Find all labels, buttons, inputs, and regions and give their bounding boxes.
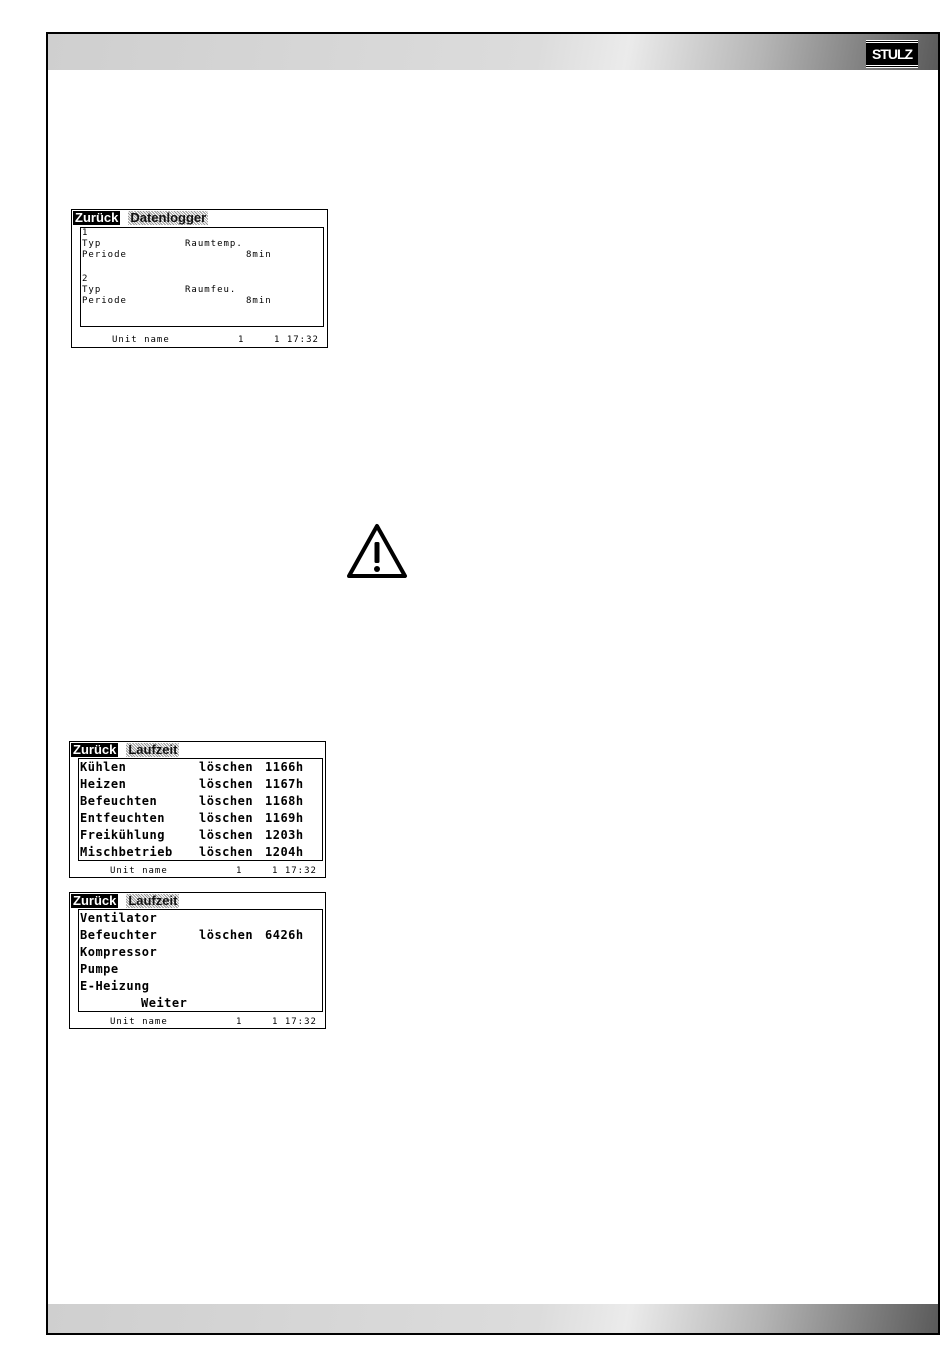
entry-periode-value: 8min <box>246 250 272 260</box>
status-time: 1 17:32 <box>274 335 319 345</box>
tab-zurueck[interactable]: Zurück <box>75 210 119 225</box>
tab-laufzeit[interactable]: Laufzeit <box>128 742 178 757</box>
runtime-label: Kühlen <box>80 760 127 774</box>
reset-button[interactable]: löschen <box>199 794 254 808</box>
runtime-label: E-Heizung <box>80 979 150 993</box>
entry-typ-value: Raumtemp. <box>185 239 243 249</box>
lcd-content-box <box>78 758 323 861</box>
entry-typ-value: Raumfeu. <box>185 285 237 295</box>
status-unit-number: 1 <box>236 1017 243 1027</box>
runtime-label: Pumpe <box>80 962 119 976</box>
reset-button[interactable]: löschen <box>199 845 254 859</box>
lcd-tab-bar <box>71 894 179 908</box>
lcd-screen-datenlogger <box>71 209 328 348</box>
runtime-label: Entfeuchten <box>80 811 165 825</box>
tab-zurueck[interactable]: Zurück <box>73 742 117 757</box>
runtime-label: Ventilator <box>80 911 158 925</box>
status-unit-name: Unit name <box>110 1017 168 1027</box>
tab-laufzeit[interactable]: Laufzeit <box>128 893 178 908</box>
runtime-label: Kompressor <box>80 945 158 959</box>
runtime-label: Freikühlung <box>80 828 165 842</box>
lcd-content-box <box>78 909 323 1012</box>
runtime-hours: 6426h <box>265 928 304 942</box>
runtime-hours: 1203h <box>265 828 304 842</box>
lcd-tab-bar <box>71 743 179 757</box>
reset-button[interactable]: löschen <box>199 811 254 825</box>
runtime-label: Befeuchter <box>80 928 158 942</box>
footer-band <box>48 1304 938 1333</box>
lcd-content-box <box>80 227 324 327</box>
entry-periode-label: Periode <box>82 296 127 306</box>
entry-periode-label: Periode <box>82 250 127 260</box>
reset-button[interactable]: löschen <box>199 928 254 942</box>
lcd-screen-laufzeit-2 <box>69 892 326 1029</box>
warning-triangle-icon <box>345 522 409 580</box>
reset-button[interactable]: löschen <box>199 760 254 774</box>
stulz-logo: STULZ <box>866 40 918 68</box>
entry-typ-label: Typ <box>82 285 102 295</box>
status-unit-number: 1 <box>236 866 243 876</box>
runtime-label: Heizen <box>80 777 127 791</box>
lcd-tab-bar <box>73 211 208 225</box>
reset-button[interactable]: löschen <box>199 777 254 791</box>
status-time: 1 17:32 <box>272 1017 317 1027</box>
entry-typ-label: Typ <box>82 239 102 249</box>
status-unit-name: Unit name <box>110 866 168 876</box>
tab-datenlogger[interactable]: Datenlogger <box>130 210 207 225</box>
entry-index: 2 <box>82 274 89 284</box>
weiter-button[interactable]: Weiter <box>141 996 188 1010</box>
runtime-hours: 1204h <box>265 845 304 859</box>
runtime-hours: 1167h <box>265 777 304 791</box>
runtime-label: Befeuchten <box>80 794 158 808</box>
runtime-hours: 1169h <box>265 811 304 825</box>
entry-periode-value: 8min <box>246 296 272 306</box>
runtime-label: Mischbetrieb <box>80 845 173 859</box>
reset-button[interactable]: löschen <box>199 828 254 842</box>
entry-index: 1 <box>82 228 89 238</box>
status-unit-name: Unit name <box>112 335 170 345</box>
tab-zurueck[interactable]: Zurück <box>73 893 117 908</box>
status-unit-number: 1 <box>238 335 245 345</box>
runtime-hours: 1168h <box>265 794 304 808</box>
runtime-hours: 1166h <box>265 760 304 774</box>
lcd-screen-laufzeit-1 <box>69 741 326 878</box>
header-band <box>48 34 938 70</box>
status-time: 1 17:32 <box>272 866 317 876</box>
